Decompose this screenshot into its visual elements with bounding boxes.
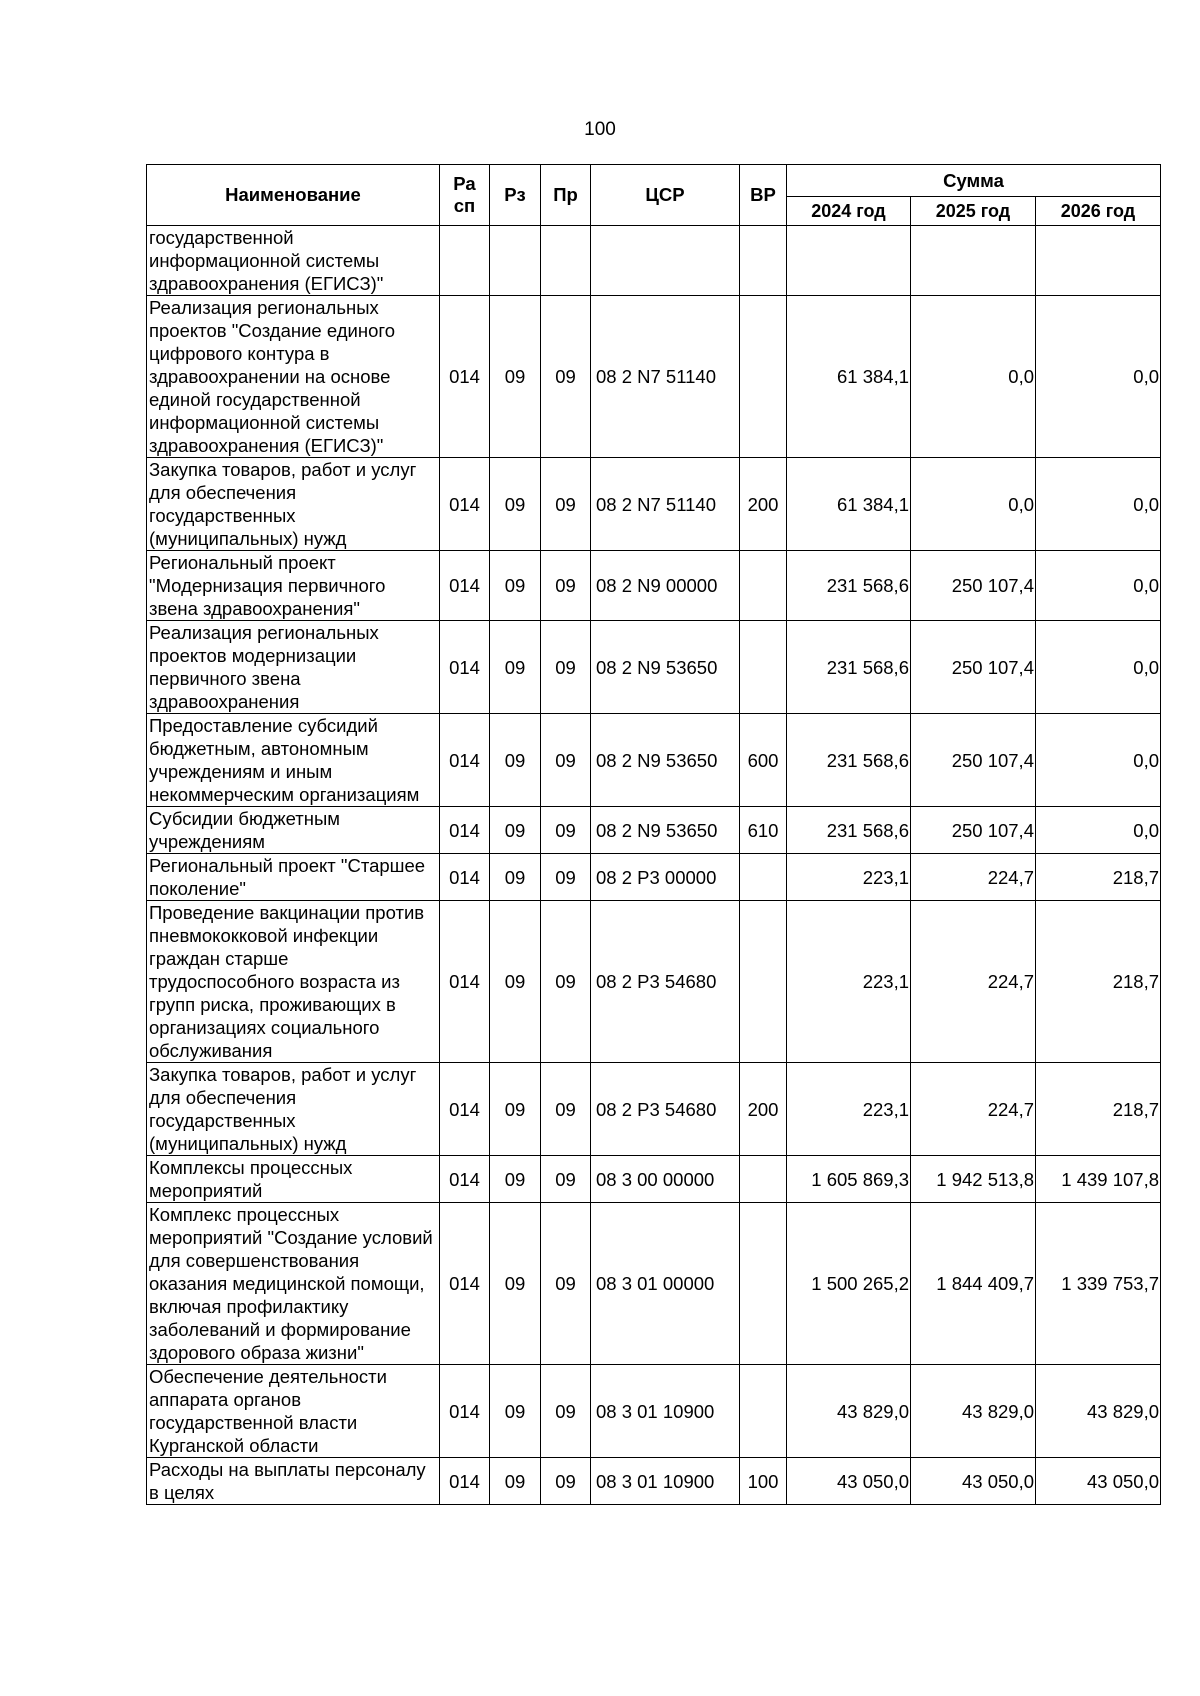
row-name: Комплекс процессных мероприятий "Создание условий для совершенствования оказания медицинской помощи, включая профилактику заболеваний и формирование здорового образа жизни" (147, 1203, 440, 1365)
row-sum-2024: 61 384,1 (787, 296, 911, 458)
row-sum-2026: 43 050,0 (1036, 1458, 1161, 1505)
table-row (147, 296, 1161, 458)
row-vr: 200 (740, 1063, 787, 1156)
row-csr: 08 3 01 10900 (591, 1365, 740, 1458)
row-sum-2025: 250 107,4 (911, 621, 1036, 714)
row-rasp: 014 (440, 551, 490, 621)
row-sum-2024: 61 384,1 (787, 458, 911, 551)
row-rasp: 014 (440, 458, 490, 551)
table-row (147, 854, 1161, 901)
row-sum-2024: 231 568,6 (787, 621, 911, 714)
row-pr: 09 (541, 1203, 591, 1365)
row-rz: 09 (490, 458, 541, 551)
row-sum-2025: 224,7 (911, 901, 1036, 1063)
row-csr: 08 2 N9 53650 (591, 714, 740, 807)
row-name: Предоставление субсидий бюджетным, автономным учреждениям и иным некоммерческим организациям (147, 714, 440, 807)
row-rz: 09 (490, 901, 541, 1063)
row-vr (740, 226, 787, 296)
row-vr (740, 1156, 787, 1203)
row-sum-2024: 43 829,0 (787, 1365, 911, 1458)
row-rasp: 014 (440, 1156, 490, 1203)
header-rz: Рз (490, 165, 541, 226)
row-sum-2025: 250 107,4 (911, 714, 1036, 807)
row-vr (740, 901, 787, 1063)
row-rz: 09 (490, 807, 541, 854)
table-row (147, 714, 1161, 807)
row-vr: 610 (740, 807, 787, 854)
row-pr: 09 (541, 854, 591, 901)
row-sum-2025: 1 942 513,8 (911, 1156, 1036, 1203)
row-sum-2025: 43 050,0 (911, 1458, 1036, 1505)
row-pr: 09 (541, 1063, 591, 1156)
row-csr (591, 226, 740, 296)
row-sum-2026: 218,7 (1036, 854, 1161, 901)
row-name: Региональный проект "Модернизация первичного звена здравоохранения" (147, 551, 440, 621)
row-rz: 09 (490, 551, 541, 621)
row-vr (740, 551, 787, 621)
row-vr: 200 (740, 458, 787, 551)
row-csr: 08 2 P3 54680 (591, 901, 740, 1063)
row-rasp (440, 226, 490, 296)
row-csr: 08 3 01 00000 (591, 1203, 740, 1365)
row-sum-2026: 1 339 753,7 (1036, 1203, 1161, 1365)
header-vr: ВР (740, 165, 787, 226)
row-sum-2026: 0,0 (1036, 458, 1161, 551)
row-sum-2025: 1 844 409,7 (911, 1203, 1036, 1365)
header-2026: 2026 год (1036, 197, 1161, 226)
row-sum-2024: 223,1 (787, 1063, 911, 1156)
row-sum-2026: 1 439 107,8 (1036, 1156, 1161, 1203)
row-rz: 09 (490, 1458, 541, 1505)
table-row (147, 807, 1161, 854)
row-sum-2026: 218,7 (1036, 1063, 1161, 1156)
table-row (147, 1365, 1161, 1458)
header-rasp: Ра сп (440, 165, 490, 226)
row-sum-2026: 218,7 (1036, 901, 1161, 1063)
row-sum-2025: 250 107,4 (911, 551, 1036, 621)
row-sum-2025: 0,0 (911, 296, 1036, 458)
row-rasp: 014 (440, 1458, 490, 1505)
table-row (147, 621, 1161, 714)
table-row (147, 551, 1161, 621)
row-pr: 09 (541, 551, 591, 621)
row-csr: 08 2 P3 54680 (591, 1063, 740, 1156)
table-row (147, 226, 1161, 296)
row-pr (541, 226, 591, 296)
row-rasp: 014 (440, 1203, 490, 1365)
row-sum-2025: 250 107,4 (911, 807, 1036, 854)
row-rasp: 014 (440, 1063, 490, 1156)
row-rz: 09 (490, 1156, 541, 1203)
row-sum-2026: 0,0 (1036, 807, 1161, 854)
table-row (147, 458, 1161, 551)
row-sum-2024: 1 605 869,3 (787, 1156, 911, 1203)
page-number: 100 (584, 119, 616, 140)
row-csr: 08 2 N7 51140 (591, 458, 740, 551)
row-pr: 09 (541, 1458, 591, 1505)
row-sum-2025: 0,0 (911, 458, 1036, 551)
row-sum-2024: 231 568,6 (787, 714, 911, 807)
row-pr: 09 (541, 621, 591, 714)
row-sum-2026 (1036, 226, 1161, 296)
row-name: Расходы на выплаты персоналу в целях (147, 1458, 440, 1505)
budget-table (146, 164, 1161, 1505)
row-sum-2024: 223,1 (787, 901, 911, 1063)
row-rasp: 014 (440, 714, 490, 807)
row-name: Обеспечение деятельности аппарата органов государственной власти Курганской области (147, 1365, 440, 1458)
row-sum-2025: 224,7 (911, 854, 1036, 901)
row-pr: 09 (541, 458, 591, 551)
row-sum-2026: 0,0 (1036, 714, 1161, 807)
row-pr: 09 (541, 1156, 591, 1203)
header-name: Наименование (147, 165, 440, 226)
row-vr: 600 (740, 714, 787, 807)
row-vr: 100 (740, 1458, 787, 1505)
row-pr: 09 (541, 714, 591, 807)
row-name: Региональный проект "Старшее поколение" (147, 854, 440, 901)
row-csr: 08 2 N9 53650 (591, 807, 740, 854)
row-rasp: 014 (440, 854, 490, 901)
row-sum-2026: 0,0 (1036, 551, 1161, 621)
row-rz: 09 (490, 1063, 541, 1156)
header-2025: 2025 год (911, 197, 1036, 226)
row-name: государственной информационной системы здравоохранения (ЕГИСЗ)" (147, 226, 440, 296)
row-rasp: 014 (440, 296, 490, 458)
row-csr: 08 3 00 00000 (591, 1156, 740, 1203)
row-name: Закупка товаров, работ и услуг для обеспечения государственных (муниципальных) нужд (147, 458, 440, 551)
row-name: Закупка товаров, работ и услуг для обеспечения государственных (муниципальных) нужд (147, 1063, 440, 1156)
row-sum-2025: 43 829,0 (911, 1365, 1036, 1458)
row-vr (740, 1203, 787, 1365)
row-csr: 08 2 N9 53650 (591, 621, 740, 714)
header-csr: ЦСР (591, 165, 740, 226)
row-vr (740, 296, 787, 458)
table-row (147, 1156, 1161, 1203)
row-sum-2026: 0,0 (1036, 296, 1161, 458)
row-rasp: 014 (440, 1365, 490, 1458)
header-2024: 2024 год (787, 197, 911, 226)
row-sum-2025: 224,7 (911, 1063, 1036, 1156)
row-vr (740, 621, 787, 714)
row-vr (740, 854, 787, 901)
row-vr (740, 1365, 787, 1458)
row-pr: 09 (541, 901, 591, 1063)
row-name: Проведение вакцинации против пневмококковой инфекции граждан старше трудоспособного возраста из групп риска, проживающих в организациях социального обслуживания (147, 901, 440, 1063)
row-csr: 08 2 N9 00000 (591, 551, 740, 621)
row-name: Реализация региональных проектов модернизации первичного звена здравоохранения (147, 621, 440, 714)
row-name: Субсидии бюджетным учреждениям (147, 807, 440, 854)
row-name: Реализация региональных проектов "Создание единого цифрового контура в здравоохранении на основе единой государственной информационной системы здравоохранения (ЕГИСЗ)" (147, 296, 440, 458)
row-csr: 08 3 01 10900 (591, 1458, 740, 1505)
row-sum-2024 (787, 226, 911, 296)
row-rasp: 014 (440, 621, 490, 714)
row-sum-2025 (911, 226, 1036, 296)
header-sum: Сумма (787, 165, 1161, 197)
table-row (147, 1203, 1161, 1365)
row-rz: 09 (490, 621, 541, 714)
header-pr: Пр (541, 165, 591, 226)
row-sum-2024: 43 050,0 (787, 1458, 911, 1505)
table-row (147, 1063, 1161, 1156)
table-row (147, 901, 1161, 1063)
table-row (147, 1458, 1161, 1505)
row-csr: 08 2 P3 00000 (591, 854, 740, 901)
row-rasp: 014 (440, 901, 490, 1063)
row-csr: 08 2 N7 51140 (591, 296, 740, 458)
row-sum-2024: 223,1 (787, 854, 911, 901)
row-rz (490, 226, 541, 296)
row-rz: 09 (490, 854, 541, 901)
row-sum-2026: 43 829,0 (1036, 1365, 1161, 1458)
row-rz: 09 (490, 1365, 541, 1458)
row-name: Комплексы процессных мероприятий (147, 1156, 440, 1203)
row-rz: 09 (490, 1203, 541, 1365)
row-pr: 09 (541, 807, 591, 854)
row-rz: 09 (490, 296, 541, 458)
table-body (147, 226, 1161, 1505)
row-sum-2026: 0,0 (1036, 621, 1161, 714)
row-sum-2024: 231 568,6 (787, 551, 911, 621)
row-pr: 09 (541, 1365, 591, 1458)
row-rasp: 014 (440, 807, 490, 854)
row-rz: 09 (490, 714, 541, 807)
row-pr: 09 (541, 296, 591, 458)
row-sum-2024: 231 568,6 (787, 807, 911, 854)
row-sum-2024: 1 500 265,2 (787, 1203, 911, 1365)
